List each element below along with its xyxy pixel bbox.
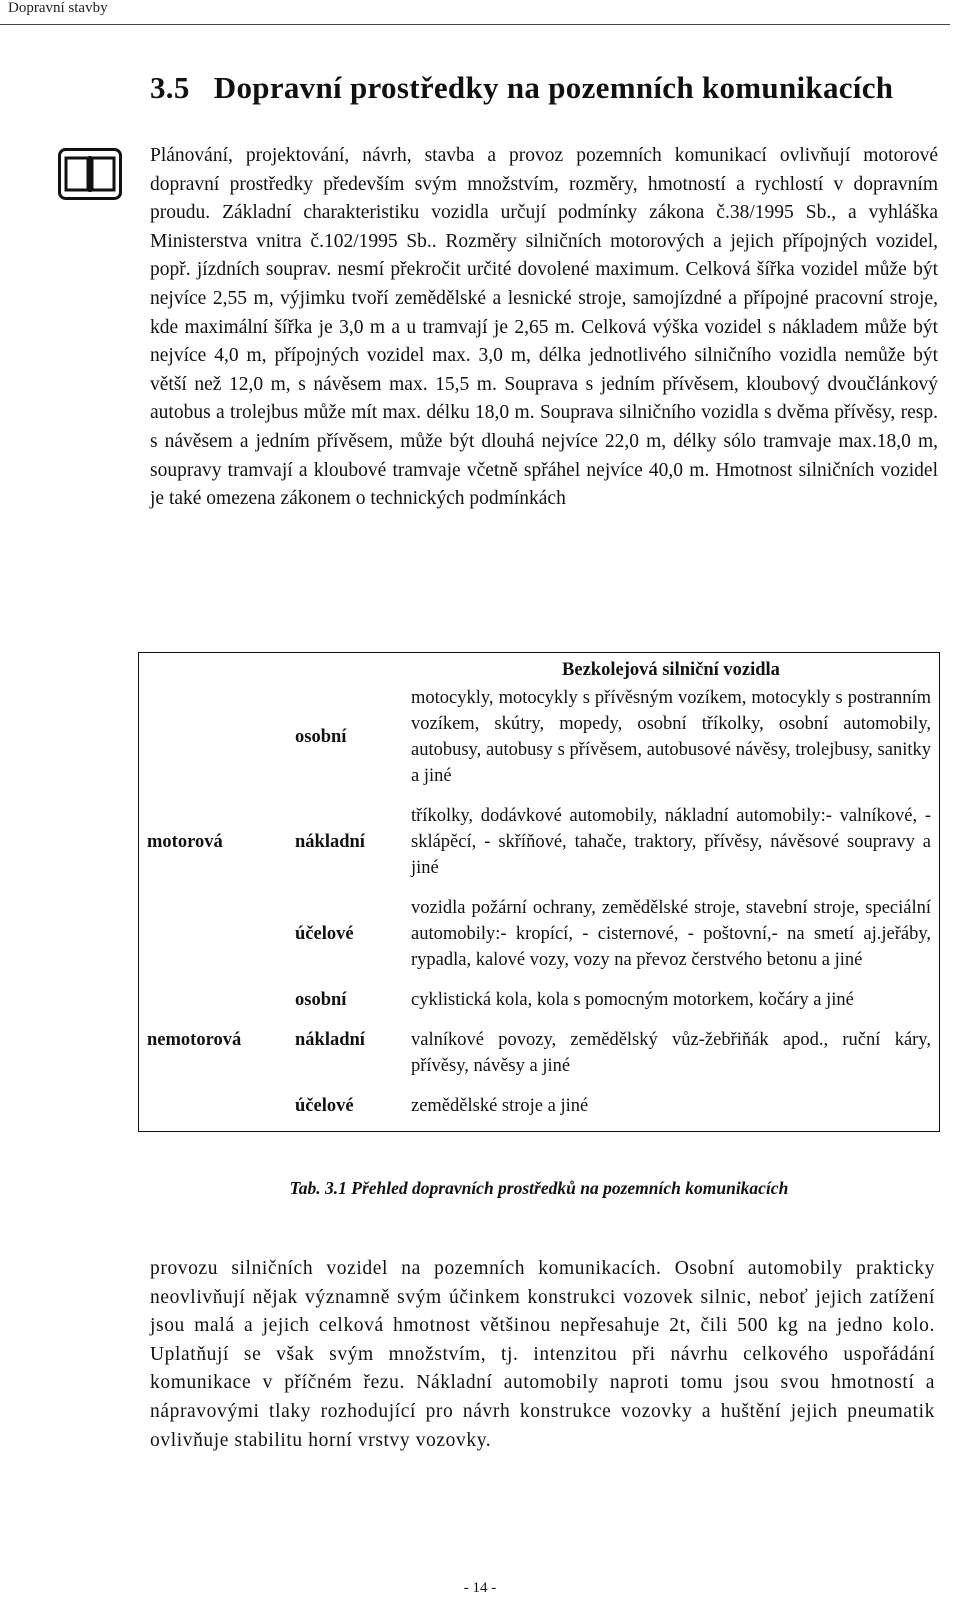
row-description: motocykly, motocykly s přívěsným vozíkem, motocykly s postranním vozíkem, skútry, mopedy, osobní tříkolky, osobní automobily, autobusy, autobusy s přívěsem, autobusové návěsy, trolejbusy, sanitky a jiné bbox=[411, 688, 931, 786]
group-motor: motorová bbox=[147, 832, 223, 852]
page-number: - 14 - bbox=[463, 1580, 497, 1596]
row-use: nákladní bbox=[295, 832, 365, 852]
table-group-spacer bbox=[139, 893, 288, 975]
table-row bbox=[139, 1091, 940, 1121]
row-use: účelové bbox=[295, 924, 354, 944]
table-header: Bezkolejová silniční vozidla bbox=[562, 660, 780, 680]
table-header-spacer bbox=[287, 653, 403, 684]
vehicle-table bbox=[138, 652, 940, 1132]
table-group-spacer bbox=[139, 1091, 288, 1121]
table-row bbox=[139, 683, 940, 791]
row-description: tříkolky, dodávkové automobily, nákladní automobily:- valníkové, - sklápěcí, - skříňové, tahače, traktory, přívěsy, návěsové soupravy a jiné bbox=[411, 806, 931, 878]
body-paragraph: provozu silničních vozidel na pozemních komunikacích. Osobní automobily prakticky neovlivňují nějak významně svým účinkem konstrukci vozovek silnic, neboť jejich zatížení jsou malá a jejich celková hmotnost většinou nepřesahuje 2t, čili 500 kg na jedno kolo. Uplatňují se však svým množstvím, tj. intenzitou při návrhu celkového uspořádání komunikace v příčném řezu. Nákladní automobily naproti tomu jsou svou hmotností a nápravovými tlaky rozhodující pro návrh konstrukce vozovky a huštění jejich pneumatik ovlivňuje stabilitu horní vrstvy vozovky. bbox=[150, 1258, 935, 1451]
row-use: osobní bbox=[295, 990, 347, 1010]
running-header: Dopravní stavby bbox=[8, 0, 108, 16]
row-description: cyklistická kola, kola s pomocným motorkem, kočáry a jiné bbox=[411, 990, 854, 1010]
book-icon bbox=[58, 148, 122, 200]
table-group-spacer bbox=[139, 985, 288, 1015]
table-row bbox=[139, 893, 940, 975]
table-group-spacer bbox=[139, 683, 288, 791]
group-nonmotor: nemotorová bbox=[147, 1030, 242, 1050]
row-use: osobní bbox=[295, 727, 347, 747]
row-use: účelové bbox=[295, 1096, 354, 1116]
table-caption: Tab. 3.1 Přehled dopravních prostředků na pozemních komunikacích bbox=[289, 1178, 789, 1198]
section-title: 3.5 Dopravní prostředky na pozemních komunikacích bbox=[150, 70, 894, 105]
row-description: valníkové povozy, zemědělský vůz-žebřiňák apod., ruční káry, přívěsy, návěsy a jiné bbox=[411, 1030, 931, 1076]
table-row bbox=[139, 801, 940, 883]
table-row bbox=[139, 1025, 940, 1081]
row-use: nákladní bbox=[295, 1030, 365, 1050]
table-header-row bbox=[139, 653, 940, 684]
row-description: vozidla požární ochrany, zemědělské stroje, stavební stroje, speciální automobily:- kropící, - cisternové, - poštovní,- na smetí aj.jeřáby, rypadla, kalové vozy, vozy na převoz čerstvého betonu a jiné bbox=[411, 898, 931, 970]
intro-paragraph: Plánování, projektování, návrh, stavba a provoz pozemních komunikací ovlivňují motorové dopravní prostředky především svým množstvím, rozměry, hmotností a rychlostí v dopravním proudu. Základní charakteristiku vozidla určují podmínky zákona č.38/1995 Sb., a vyhláška Ministerstva vnitra č.102/1995 Sb.. Rozměry silničních motorových a jejich přípojných vozidel, popř. jízdních souprav. nesmí překročit určité dovolené maximum. Celková šířka vozidel může být nejvíce 2,55 m, výjimku tvoří zemědělské a lesnické stroje, samojízdné a přípojné pracovní stroje, kde maximální šířka je 3,0 m a u tramvají je 2,65 m. Celková výška vozidel s nákladem může být nejvíce 4,0 m, přípojných vozidel max. 3,0 m, délka jednotlivého silničního vozidla nemůže být větší než 12,0 m, s návěsem max. 15,5 m. Souprava s jedním přívěsem, kloubový dvoučlánkový autobus a trolejbus může mít max. délku 18,0 m. Souprava silničního vozidla s dvěma přívěsy, resp. s návěsem a jedním přívěsem, může být dlouhá nejvíce 22,0 m, délky sólo tramvaje max.18,0 m, soupravy tramvají a kloubové tramvaje včetně spřáhel nejvíce 40,0 m. Hmotnost silničních vozidel je také omezena zákonem o technických podmínkách bbox=[150, 145, 938, 510]
table-header-spacer bbox=[139, 653, 288, 684]
table-row bbox=[139, 985, 940, 1015]
header-rule bbox=[0, 24, 950, 25]
row-description: zemědělské stroje a jiné bbox=[411, 1096, 589, 1116]
